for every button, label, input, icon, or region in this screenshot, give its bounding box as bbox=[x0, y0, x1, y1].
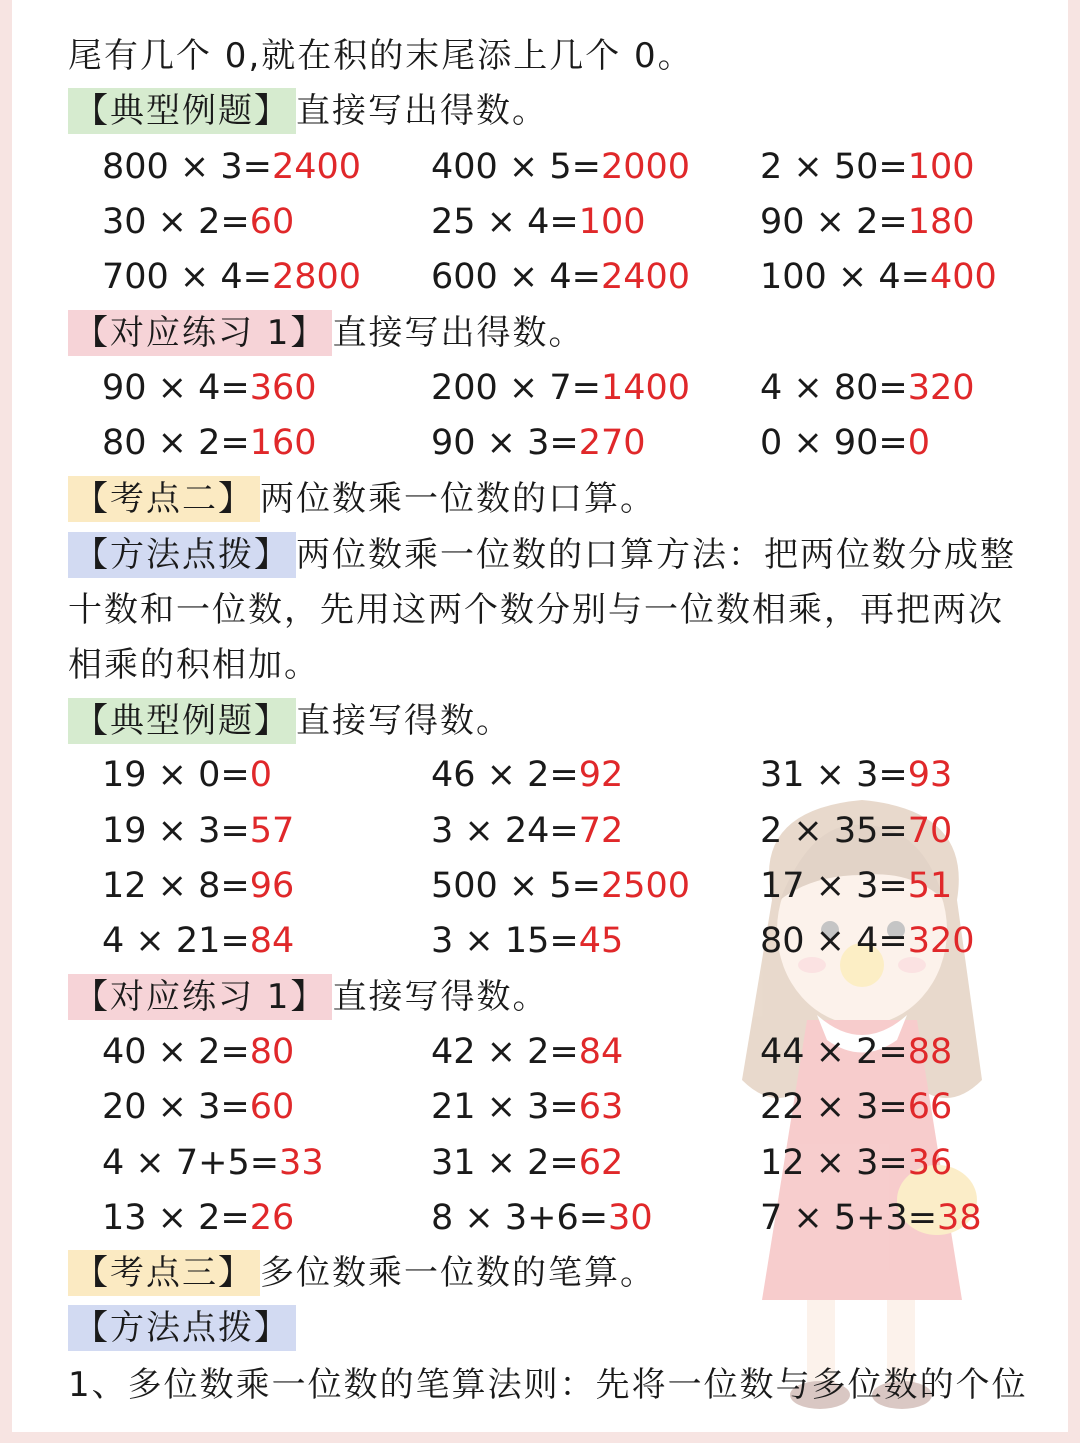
section-tag: 【考点二】 bbox=[68, 476, 260, 522]
equation-answer: 84 bbox=[249, 921, 295, 961]
equation-question: 31 × 2= bbox=[431, 1143, 579, 1183]
method-line-2: 十数和一位数，先用这两个数分别与一位数相乘，再把两次 bbox=[68, 590, 1004, 630]
section-tag: 【对应练习 1】 bbox=[68, 310, 332, 356]
equation-answer: 100 bbox=[907, 147, 975, 187]
equation-answer: 33 bbox=[279, 1143, 324, 1183]
equation bbox=[431, 420, 646, 466]
equation bbox=[760, 199, 975, 245]
equation bbox=[102, 420, 317, 466]
equation-question: 0 × 90= bbox=[760, 423, 908, 463]
equation-answer: 2400 bbox=[271, 147, 362, 187]
equation bbox=[102, 752, 272, 798]
intro-line: 尾有几个 0,就在积的末尾添上几个 0。 bbox=[68, 36, 694, 76]
equation-question: 22 × 3= bbox=[760, 1087, 908, 1127]
equation-answer: 0 bbox=[907, 423, 930, 463]
section-tag: 【方法点拨】 bbox=[68, 1305, 296, 1351]
equation-question: 4 × 21= bbox=[102, 921, 250, 961]
section-key-point-2 bbox=[68, 476, 656, 522]
equation bbox=[102, 365, 317, 411]
equation-question: 21 × 3= bbox=[431, 1087, 579, 1127]
section-text: 两位数乘一位数的口算。 bbox=[260, 479, 656, 519]
equation-question: 800 × 3= bbox=[102, 147, 272, 187]
equation-question: 19 × 3= bbox=[102, 811, 250, 851]
equation bbox=[431, 863, 690, 909]
section-method bbox=[68, 532, 1016, 578]
equation-answer: 62 bbox=[578, 1143, 624, 1183]
equation-answer: 63 bbox=[578, 1087, 624, 1127]
equation-answer: 60 bbox=[249, 202, 295, 242]
equation-question: 44 × 2= bbox=[760, 1032, 908, 1072]
equation-answer: 360 bbox=[249, 368, 317, 408]
equation-question: 2 × 35= bbox=[760, 811, 908, 851]
equation-question: 4 × 7+5= bbox=[102, 1143, 280, 1183]
equation-question: 200 × 7= bbox=[431, 368, 601, 408]
equation bbox=[102, 254, 361, 300]
equation-answer: 36 bbox=[907, 1143, 953, 1183]
equation-question: 12 × 8= bbox=[102, 866, 250, 906]
equation-answer: 400 bbox=[929, 257, 997, 297]
equation-answer: 66 bbox=[907, 1087, 953, 1127]
equation-answer: 72 bbox=[578, 811, 624, 851]
equation-answer: 51 bbox=[907, 866, 953, 906]
equation-answer: 93 bbox=[907, 755, 953, 795]
section-text: 直接写出得数。 bbox=[332, 313, 585, 353]
equation bbox=[431, 199, 646, 245]
equation bbox=[431, 365, 690, 411]
equation bbox=[760, 365, 975, 411]
equation-answer: 270 bbox=[578, 423, 646, 463]
equation bbox=[102, 1029, 294, 1075]
equation bbox=[102, 144, 361, 190]
equation-answer: 160 bbox=[249, 423, 317, 463]
equation-question: 600 × 4= bbox=[431, 257, 601, 297]
equation-answer: 60 bbox=[249, 1087, 295, 1127]
equation bbox=[760, 863, 952, 909]
section-text: 直接写出得数。 bbox=[296, 91, 548, 131]
section-example-2 bbox=[68, 698, 512, 744]
equation-question: 31 × 3= bbox=[760, 755, 908, 795]
equation-question: 25 × 4= bbox=[431, 202, 579, 242]
equation-answer: 0 bbox=[249, 755, 272, 795]
equation-answer: 320 bbox=[907, 921, 975, 961]
equation-answer: 45 bbox=[578, 921, 624, 961]
equation-question: 90 × 4= bbox=[102, 368, 250, 408]
section-example-1 bbox=[68, 88, 548, 134]
equation bbox=[431, 1029, 623, 1075]
equation bbox=[431, 144, 690, 190]
equation-question: 7 × 5+3= bbox=[760, 1198, 938, 1238]
equation-answer: 2800 bbox=[271, 257, 362, 297]
section-practice-2 bbox=[68, 974, 548, 1020]
equation-answer: 2400 bbox=[600, 257, 691, 297]
equation-question: 90 × 2= bbox=[760, 202, 908, 242]
equation bbox=[760, 1140, 952, 1186]
section-tag: 【方法点拨】 bbox=[68, 532, 296, 578]
section-tag: 【考点三】 bbox=[68, 1250, 260, 1296]
equation bbox=[760, 918, 975, 964]
equation bbox=[431, 254, 690, 300]
section-key-point-3 bbox=[68, 1250, 656, 1296]
equation bbox=[431, 808, 623, 854]
equation bbox=[760, 752, 952, 798]
equation-question: 700 × 4= bbox=[102, 257, 272, 297]
equation bbox=[431, 752, 623, 798]
equation bbox=[760, 808, 952, 854]
equation bbox=[102, 918, 294, 964]
equation bbox=[431, 1140, 623, 1186]
section-tag: 【典型例题】 bbox=[68, 698, 296, 744]
equation-question: 80 × 2= bbox=[102, 423, 250, 463]
equation bbox=[431, 918, 623, 964]
section-text: 多位数乘一位数的笔算。 bbox=[260, 1253, 656, 1293]
equation-answer: 1400 bbox=[600, 368, 691, 408]
equation bbox=[102, 1195, 294, 1241]
equation-question: 4 × 80= bbox=[760, 368, 908, 408]
equation-question: 100 × 4= bbox=[760, 257, 930, 297]
equation-answer: 92 bbox=[578, 755, 624, 795]
equation-answer: 84 bbox=[578, 1032, 624, 1072]
equation-answer: 2500 bbox=[600, 866, 691, 906]
equation-answer: 80 bbox=[249, 1032, 295, 1072]
equation bbox=[760, 144, 975, 190]
equation-answer: 2000 bbox=[600, 147, 691, 187]
section-tag: 【对应练习 1】 bbox=[68, 974, 332, 1020]
equation bbox=[102, 1140, 324, 1186]
equation-question: 3 × 24= bbox=[431, 811, 579, 851]
section-practice-1 bbox=[68, 310, 584, 356]
equation-question: 42 × 2= bbox=[431, 1032, 579, 1072]
equation-answer: 96 bbox=[249, 866, 295, 906]
equation-question: 20 × 3= bbox=[102, 1087, 250, 1127]
equation bbox=[760, 1195, 982, 1241]
equation-question: 400 × 5= bbox=[431, 147, 601, 187]
equation-question: 13 × 2= bbox=[102, 1198, 250, 1238]
equation-question: 500 × 5= bbox=[431, 866, 601, 906]
equation bbox=[760, 1084, 952, 1130]
method-line-3: 相乘的积相加。 bbox=[68, 645, 320, 685]
equation-question: 80 × 4= bbox=[760, 921, 908, 961]
last-line: 1、多位数乘一位数的笔算法则：先将一位数与多位数的个位 bbox=[68, 1365, 1028, 1405]
section-text: 两位数乘一位数的口算方法：把两位数分成整 bbox=[296, 535, 1016, 575]
equation-question: 17 × 3= bbox=[760, 866, 908, 906]
equation bbox=[102, 199, 294, 245]
equation bbox=[431, 1084, 623, 1130]
equation-question: 30 × 2= bbox=[102, 202, 250, 242]
section-text: 直接写得数。 bbox=[296, 701, 512, 741]
equation-answer: 57 bbox=[249, 811, 295, 851]
equation bbox=[760, 254, 997, 300]
equation-question: 2 × 50= bbox=[760, 147, 908, 187]
equation bbox=[431, 1195, 653, 1241]
equation bbox=[760, 420, 930, 466]
equation-answer: 70 bbox=[907, 811, 953, 851]
equation-question: 40 × 2= bbox=[102, 1032, 250, 1072]
equation-answer: 180 bbox=[907, 202, 975, 242]
section-tag: 【典型例题】 bbox=[68, 88, 296, 134]
equation bbox=[102, 863, 294, 909]
equation-answer: 320 bbox=[907, 368, 975, 408]
equation-question: 90 × 3= bbox=[431, 423, 579, 463]
section-text: 直接写得数。 bbox=[332, 977, 549, 1017]
equation-question: 12 × 3= bbox=[760, 1143, 908, 1183]
equation-answer: 26 bbox=[249, 1198, 295, 1238]
equation bbox=[102, 1084, 294, 1130]
equation bbox=[760, 1029, 952, 1075]
equation bbox=[102, 808, 294, 854]
equation-question: 19 × 0= bbox=[102, 755, 250, 795]
equation-answer: 88 bbox=[907, 1032, 953, 1072]
equation-answer: 100 bbox=[578, 202, 646, 242]
equation-question: 46 × 2= bbox=[431, 755, 579, 795]
equation-answer: 30 bbox=[608, 1198, 653, 1238]
equation-question: 3 × 15= bbox=[431, 921, 579, 961]
equation-question: 8 × 3+6= bbox=[431, 1198, 609, 1238]
worksheet-page bbox=[12, 0, 1068, 1432]
equation-answer: 38 bbox=[937, 1198, 982, 1238]
section-method-2 bbox=[68, 1305, 296, 1351]
